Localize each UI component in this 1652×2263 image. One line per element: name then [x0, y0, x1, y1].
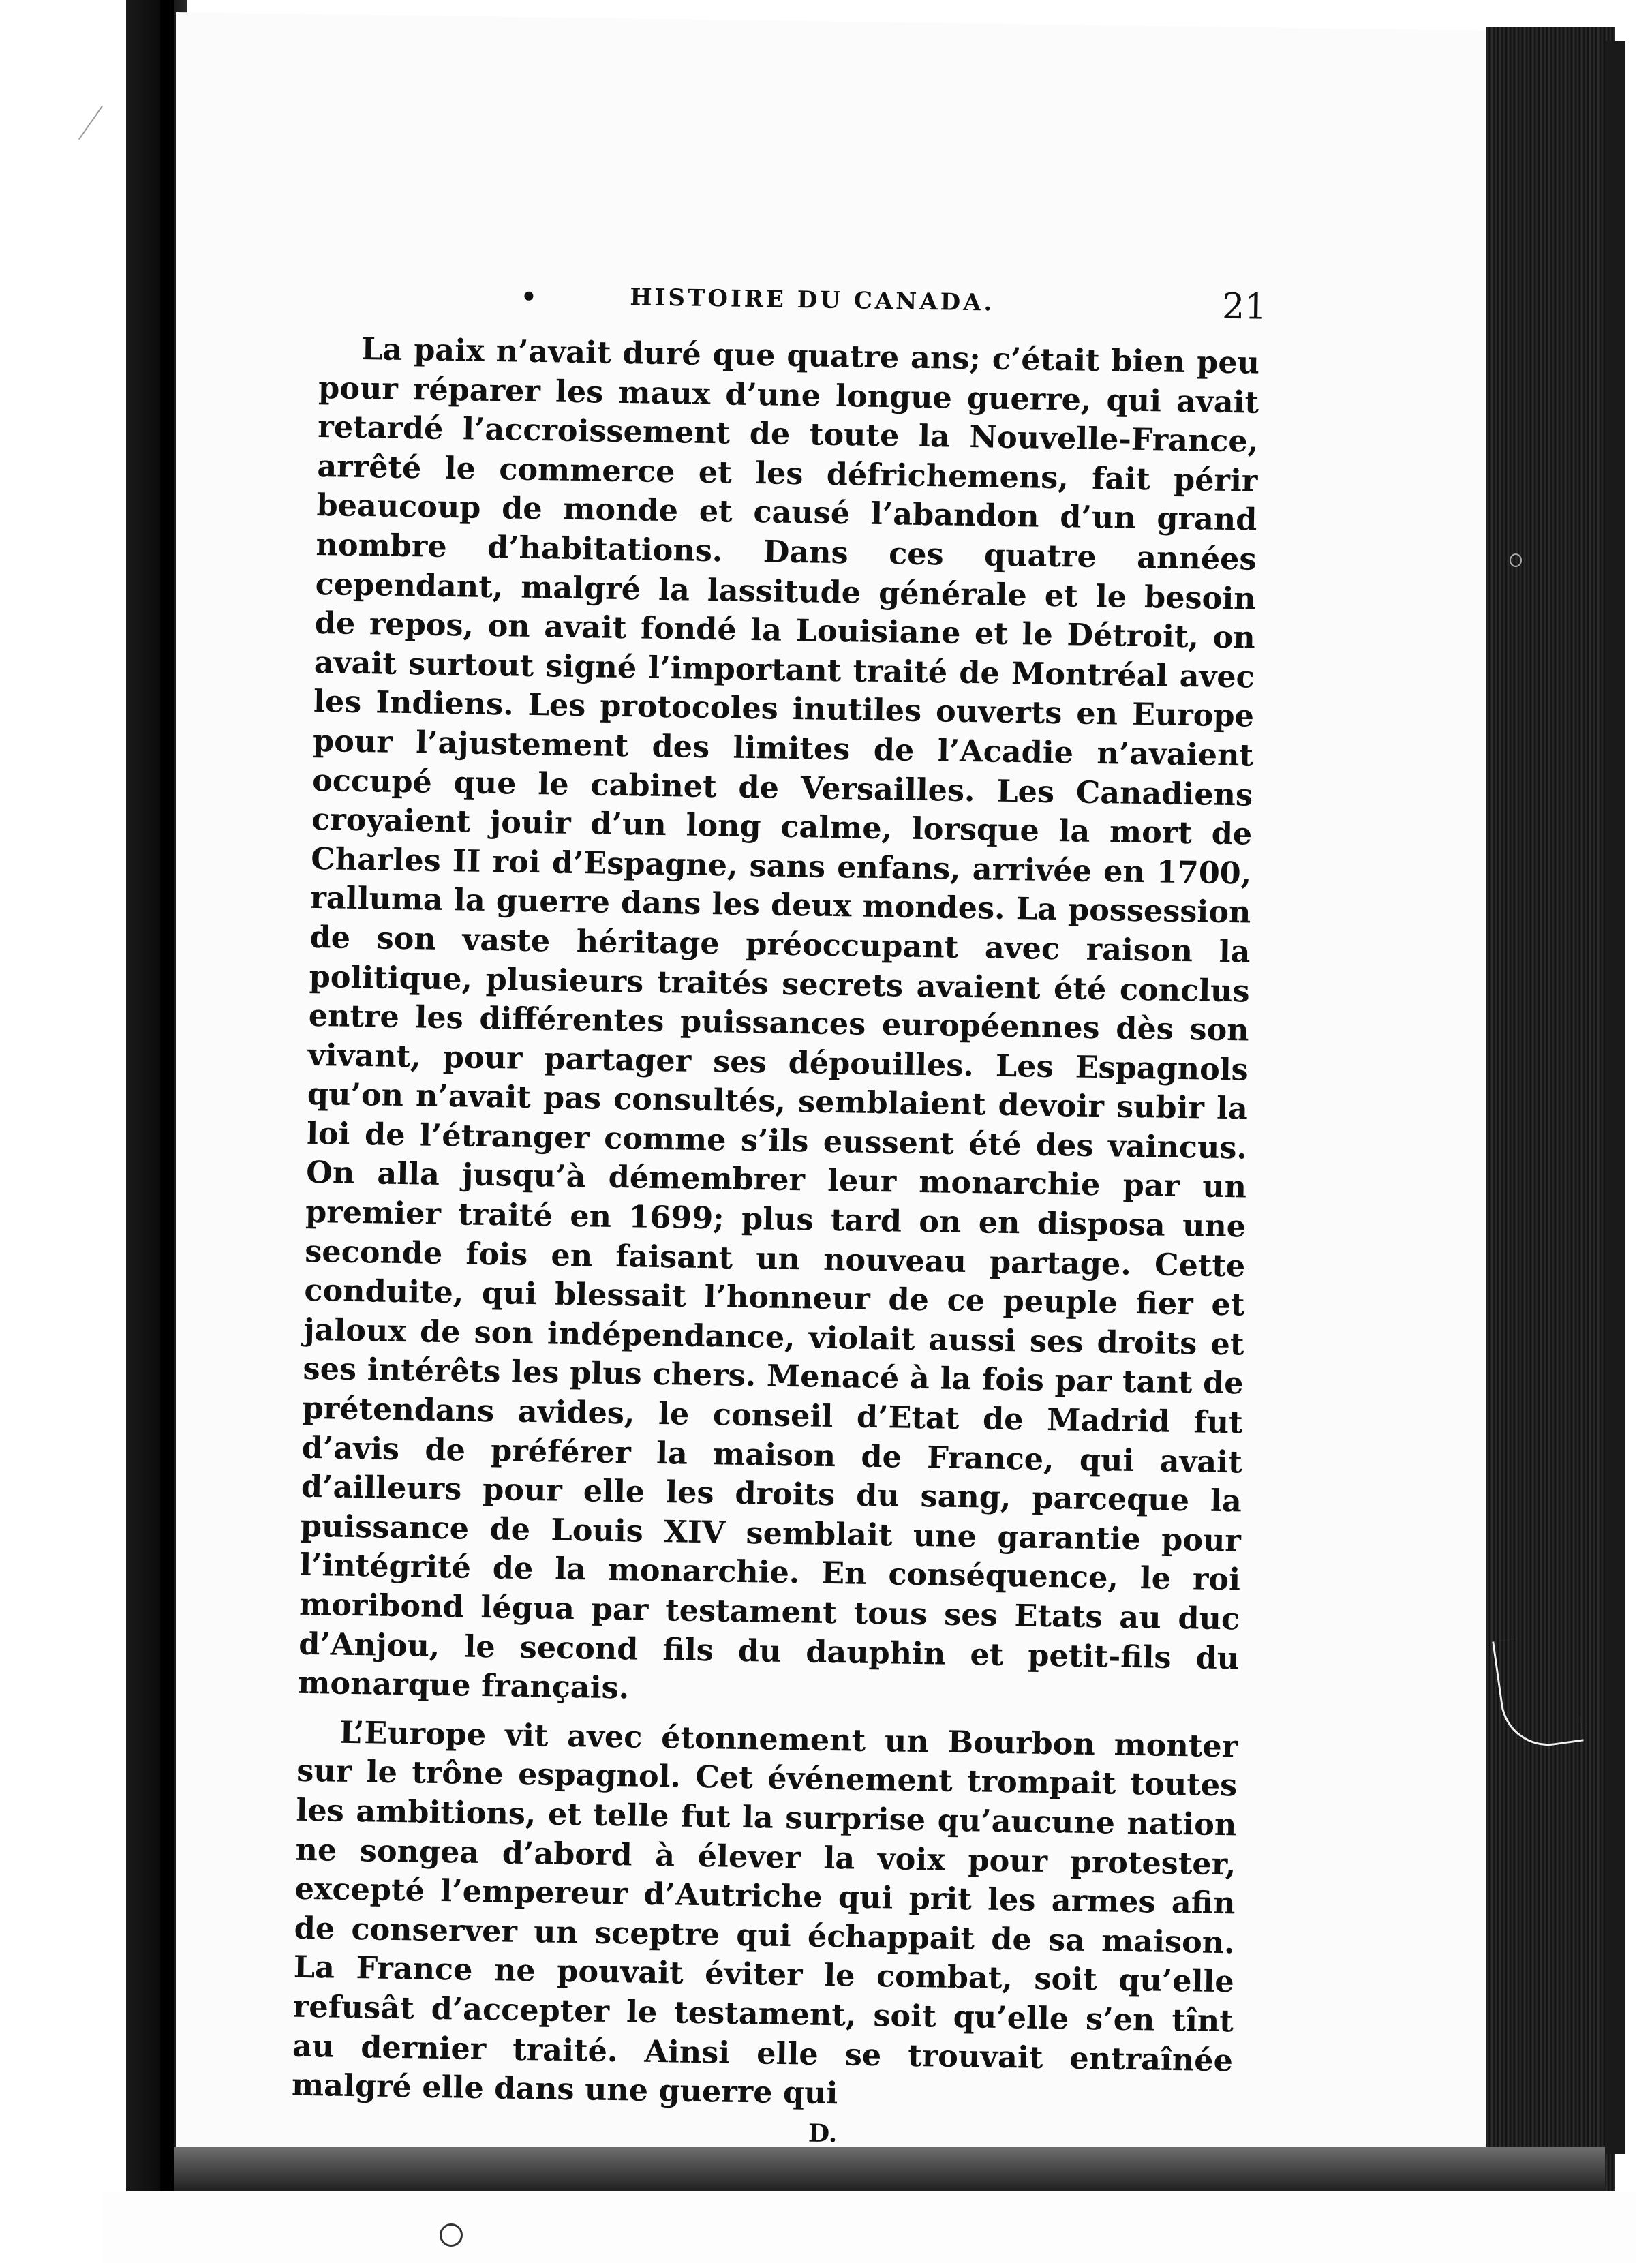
running-head-bullet [524, 292, 533, 301]
binding-shadow [160, 0, 174, 2263]
scan-margin-bottom [102, 2191, 1636, 2263]
page-block-edges [1486, 27, 1615, 2195]
page-bottom-shadow [174, 2147, 1605, 2195]
page-number: 21 [1221, 286, 1268, 328]
running-head-title: HISTOIRE DU CANADA. [630, 284, 995, 317]
signature-mark: D. [808, 2118, 838, 2148]
page-text-block [291, 269, 1268, 2154]
scan-scratch [78, 106, 103, 140]
edge-mark [1510, 553, 1522, 567]
scan-dust-mark [440, 2223, 463, 2247]
book-cover-edge [1605, 41, 1625, 2154]
paragraph-2: L’Europe vit avec étonnement un Bourbon monter sur le trône espagnol. Cet événement trompait toutes les ambitions, et telle fut la surprise qu’aucune nation ne songea d’abord à élever la voix pour protester, excepté l’empereur d’Autriche qui prit les armes afin de conserver un sceptre qui échappait de sa maison. La France ne pouvait éviter le combat, soit qu’elle refusât d’accepter le testament, soit qu’elle s’en tînt au dernier traité. Ainsi elle se trouvait entraînée malgré elle dans une guerre qui [291, 1714, 1238, 2112]
paragraph-1: La paix n’avait duré que quatre ans; c’était bien peu pour réparer les maux d’une longue guerre, qui avait retardé l’accroissement de toute la Nouvelle-France, arrêté le commerce et les défrichemens, fait périr beaucoup de monde et causé l’abandon d’un grand nombre d’habitations. Dans ces quatre années cependant, malgré la lassitude générale et le besoin de repos, on avait fondé la Louisiane et le Détroit, on avait surtout signé l’important traité de Montréal avec les Indiens. Les protocoles inutiles ouverts en Europe pour l’ajustement des limites de l’Acadie n’avaient occupé que le cabinet de Versailles. Les Canadiens croyaient jouir d’un long calme, lorsque la mort de Charles II roi d’Espagne, sans enfans, arrivée en 1700, ralluma la guerre dans les deux mondes. La possession de son vaste héritage préoccupant avec raison la politique, plusieurs traités secrets avaient été conclus entre les différentes puissances européennes dès son vivant, pour partager ses dépouilles. Les Espagnols qu’on n’avait pas consultés, semblaient devoir subir la loi de l’étranger comme s’ils eussent été des vaincus. On alla jusqu’à démembrer leur monarchie par un premier traité en 1699; plus tard on en disposa une seconde fois en faisant un nouveau partage. Cette conduite, qui blessait l’honneur de ce peuple fier et jaloux de son indépendance, violait aussi ses droits et ses intérêts les plus chers. Menacé à la fois par tant de prétendans avides, le conseil d’Etat de Madrid fut d’avis de préférer la maison de France, qui avait d’ailleurs pour elle les droits du sang, parceque la puissance de Louis XIV semblait une garantie pour l’intégrité de la monarchie. En conséquence, le roi moribond légua par testament tous ses Etats au duc d’Anjou, le second fils du dauphin et petit-fils du monarque français. [298, 331, 1260, 1706]
